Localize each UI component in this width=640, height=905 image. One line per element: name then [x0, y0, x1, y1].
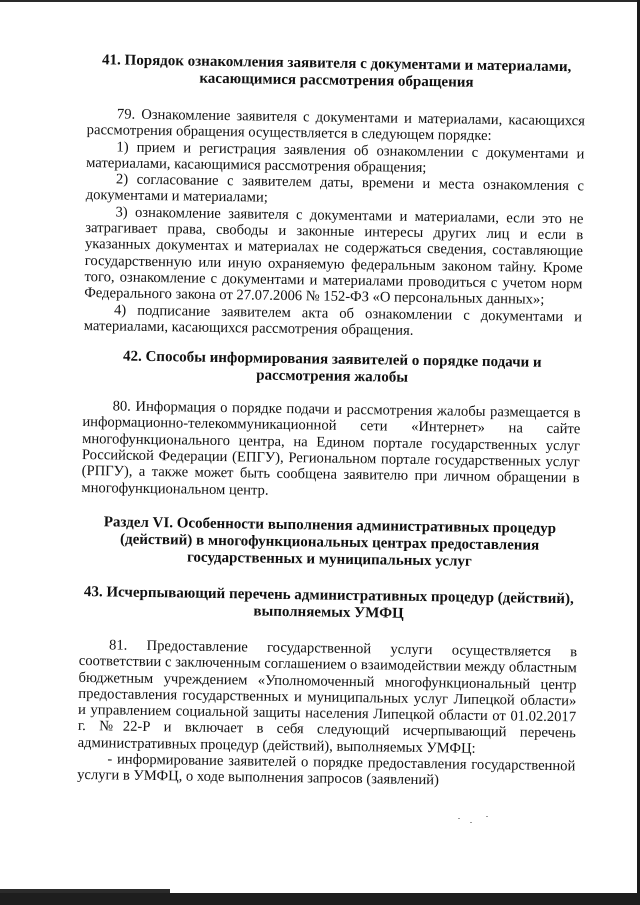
section-41-heading: 41. Порядок ознакомления заявителя с документами и материалами, касающимися рассмотрения обращения [102, 52, 572, 91]
paragraph-81: 81. Предоставление государственной услуги осуществляется в соответствии с заключенным соглашением о взаимодействии между областным бюджетным учреждением «Уполномоченный многофункциональный центр предоставления государственных и муниципальных услуг Липецкой области» и управлением социальной защиты населения Липецкой области от 01.02.2017 г. №22-Р и включает в себя следующий исчерпывающий перечень административных процедур (действий), выполняемых УМФЦ: [77, 637, 578, 757]
section-vi-heading: Раздел VI. Особенности выполнения административных процедур (действий) в многофункциональных центрах предоставления государственных и муниципальных услуг [103, 514, 557, 570]
scan-speck [458, 818, 460, 819]
scan-edge-bottom [0, 893, 640, 905]
scan-speck [486, 816, 488, 817]
procedure-list-79 [84, 139, 585, 342]
scan-edge-top [0, 0, 640, 2]
list-item: 4) подписание заявителем акта об ознакомлении с документами и материалами, касающихся рассмотрения обращения. [83, 301, 583, 339]
section-42-heading: 42. Способы информирования заявителей о порядке подачи и рассмотрения жалобы [122, 348, 542, 386]
scan-speck [470, 822, 472, 823]
paragraph-80: 80. Информация о порядке подачи и рассмотрения жалобы размещается в информационно-телекоммуникационной сети «Интернет» на сайте многофункционального центра, на Едином портале государственных услуг Российской Федерации (ЕПГУ), Региональном портале государственных услуг (РПГУ), а также может быть сообщена заявителю при личном обращении в многофункциональном центр. [81, 398, 581, 499]
paragraph-79: 79. Ознакомление заявителя с документами и материалами, касающихся рассмотрения обращения осуществляется в следующем порядке: [86, 106, 586, 145]
list-item: 3) ознакомление заявителя с документами и материалами, если это не затрагивает права, свободы и законные интересы других лиц и если в указанных документах и материалах не содержаться сведения, составляющие государственную или иную охраняемую федеральным законом тайну. Кроме того, ознакомление с документами и материалами проводиться с учетом норм Федерального закона от 27.07.2006 № 152-ФЗ «О персональных данных»; [84, 204, 584, 309]
document-body [77, 44, 586, 791]
list-item: - информирование заявителей о порядке предоставления государственной услуги в УМФЦ, о ходе выполнения запросов (заявлений) [77, 751, 576, 789]
section-43-heading: 43. Исчерпывающий перечень административных процедур (действий), выполняемых УМФЦ [83, 583, 574, 622]
list-item: 2) согласование с заявителем даты, времени и места ознакомления с документами и материалами; [85, 171, 585, 207]
list-item: 1) прием и регистрация заявления об ознакомлении с документами и материалами, касающимися рассмотрения обращения; [86, 139, 585, 176]
